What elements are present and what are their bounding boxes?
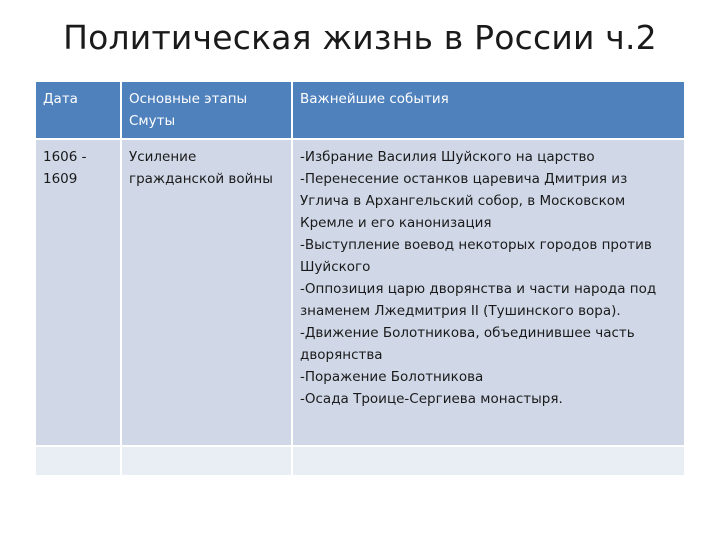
- empty-cell: [292, 446, 685, 476]
- stage-cell: Усиление гражданской войны: [121, 139, 292, 446]
- empty-cell: [36, 446, 121, 476]
- column-header-stages: Основные этапы Смуты: [121, 82, 292, 139]
- slide-title: Политическая жизнь в России ч.2: [63, 18, 657, 57]
- table-row-empty: [36, 446, 685, 476]
- empty-cell: [121, 446, 292, 476]
- column-header-date: Дата: [36, 82, 121, 139]
- events-table: [36, 82, 686, 477]
- event-item: -Перенесение останков царевича Дмитрия из Углича в Архангельский собор, в Московском Кремле и его канонизация: [300, 171, 628, 231]
- event-item: -Выступление воевод некоторых городов против Шуйского: [300, 237, 652, 275]
- event-item: -Поражение Болотникова: [300, 369, 484, 385]
- event-item: -Оппозиция царю дворянства и части народа под знаменем Лжедмитрия II (Тушинского вора).: [300, 281, 657, 319]
- event-item: -Осада Троице-Сергиева монастыря.: [300, 391, 563, 407]
- events-cell: [292, 139, 685, 446]
- column-header-events: Важнейшие события: [292, 82, 685, 139]
- header-row: [36, 82, 685, 139]
- date-cell: 1606 - 1609: [36, 139, 121, 446]
- event-item: -Избрание Василия Шуйского на царство: [300, 149, 595, 165]
- table-row: [36, 139, 685, 446]
- event-item: -Движение Болотникова, объединившее часть дворянства: [300, 325, 635, 363]
